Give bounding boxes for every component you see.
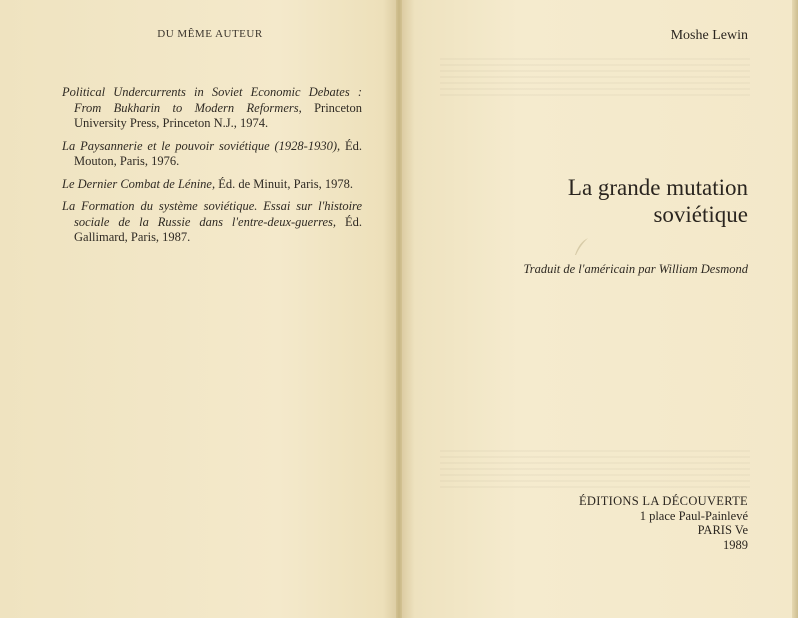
publisher-address: 1 place Paul-Painlevé (639, 508, 748, 523)
quill-mark-icon (570, 236, 592, 258)
translator-credit: Traduit de l'américain par William Desmond (523, 262, 748, 276)
bibliography-entry (62, 177, 362, 193)
bibliography-title: La Formation du système soviétique. Essai sur l'histoire sociale de la Russie dans l'entre-deux-guerres, (62, 199, 362, 229)
publisher-block (540, 494, 748, 552)
publisher-name: ÉDITIONS LA DÉCOUVERTE (578, 494, 748, 508)
bibliography-title: Political Undercurrents in Soviet Economic Debates : From Bukharin to Modern Reformers, (62, 85, 362, 115)
publisher-city: PARIS Ve (697, 523, 748, 537)
bibliography-list (62, 85, 362, 253)
publication-year: 1989 (723, 537, 748, 552)
bibliography-entry (62, 199, 362, 246)
show-through-text (440, 450, 750, 490)
bibliography-publisher: Éd. Gallimard, Paris, 1987. (74, 214, 362, 244)
page-edge (792, 0, 798, 618)
bibliography-title: La Paysannerie et le pouvoir soviétique (1928-1930), (62, 138, 341, 153)
bibliography-publisher: Éd. Mouton, Paris, 1976. (74, 138, 363, 168)
bibliography-entry (62, 85, 362, 132)
show-through-text (440, 58, 750, 98)
book-gutter (396, 0, 402, 618)
bibliography-entry (62, 139, 362, 170)
same-author-heading: DU MÊME AUTEUR (157, 28, 263, 40)
bibliography-publisher: Princeton University Press, Princeton N.J., 1974. (74, 100, 363, 130)
bibliography-title: Le Dernier Combat de Lénine, (62, 176, 216, 191)
author-name: Moshe Lewin (670, 28, 748, 43)
book-title (470, 174, 748, 228)
book-title-line: soviétique (653, 202, 748, 227)
book-title-line: La grande mutation (567, 175, 748, 200)
bibliography-publisher: Éd. de Minuit, Paris, 1978. (218, 176, 353, 191)
